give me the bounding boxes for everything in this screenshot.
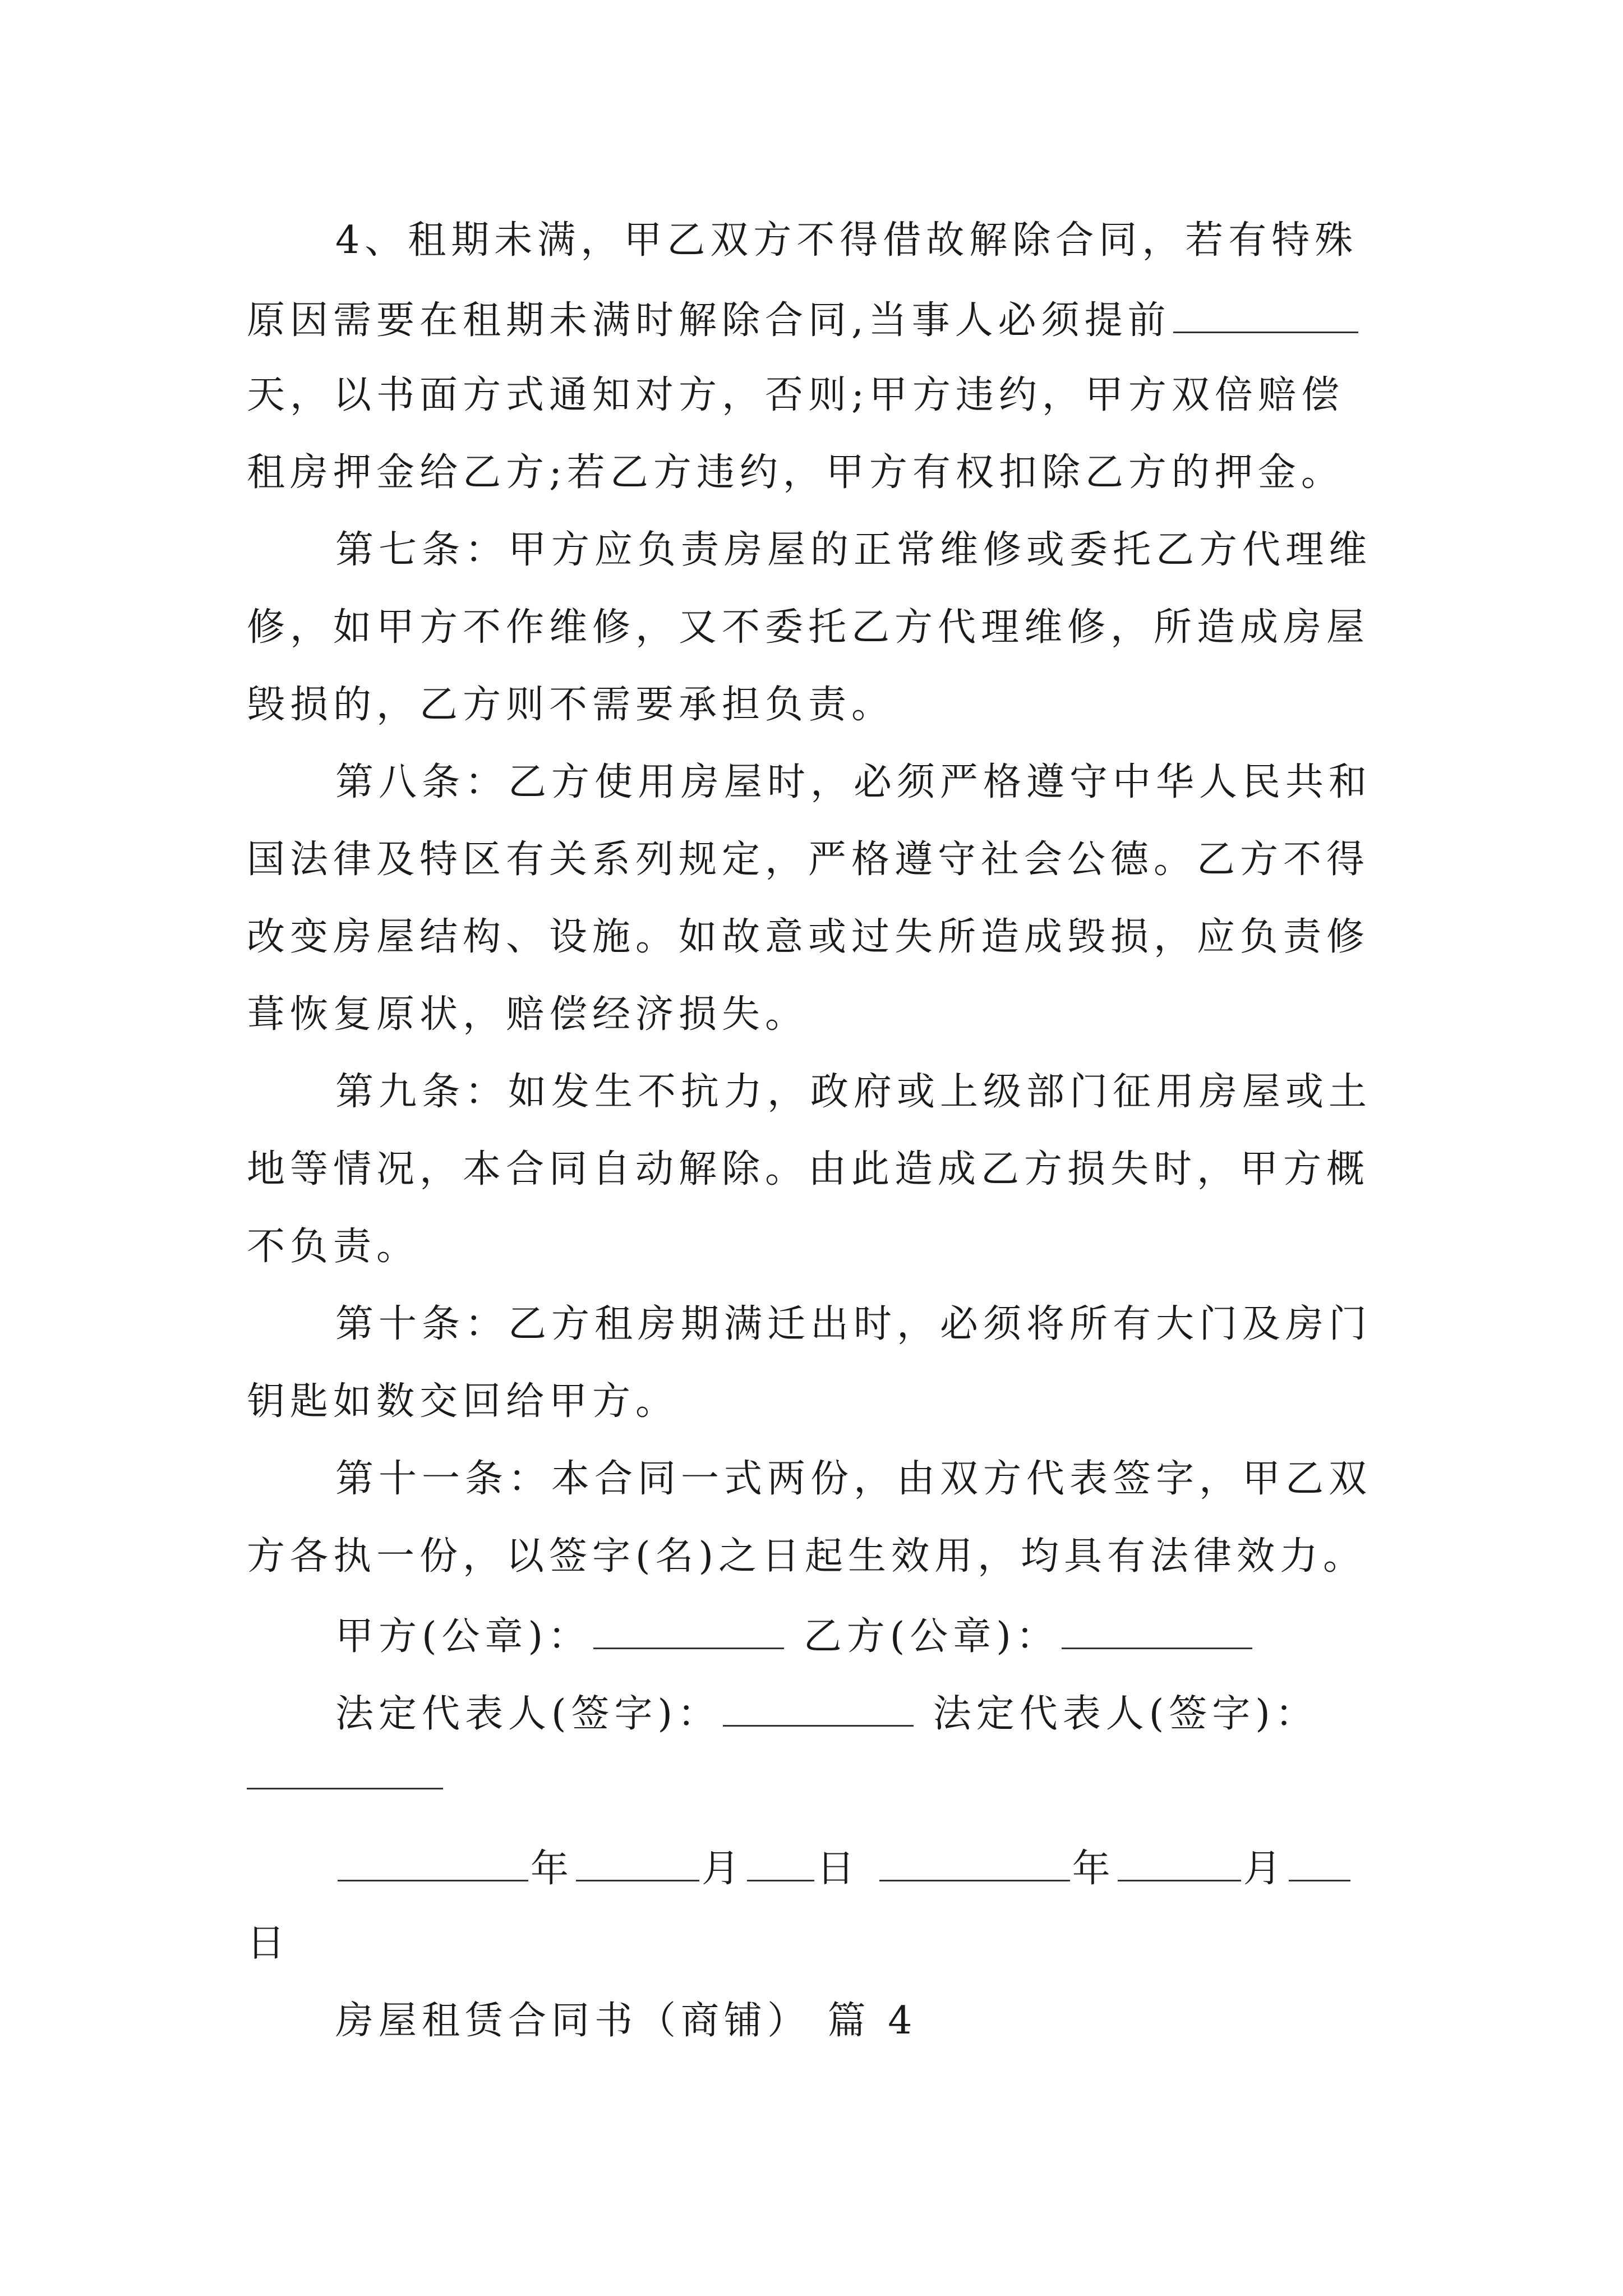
day-label-b: 日 xyxy=(247,1921,291,1966)
next-section-title: 房屋租赁合同书（商铺） 篇 4 xyxy=(335,1999,917,2043)
signature-seal-line xyxy=(335,1614,1255,1659)
rep-b-label: 法定代表人(签字)： xyxy=(933,1692,1318,1736)
rep-a-blank xyxy=(723,1692,914,1727)
party-b-seal-blank xyxy=(1062,1615,1252,1649)
year-label-a: 年 xyxy=(531,1847,574,1891)
text-line: 方各执一份，以签字(名)之日起生效用，均具有法律效力。 xyxy=(247,1534,1367,1579)
text-line: 不负责。 xyxy=(247,1225,420,1269)
party-a-seal-label: 甲方(公章)： xyxy=(335,1614,592,1659)
month-blank-a xyxy=(576,1847,699,1881)
day-blank-a xyxy=(747,1847,814,1881)
month-label-b: 月 xyxy=(1243,1847,1287,1891)
text-line: 毁损的，乙方则不需要承担负责。 xyxy=(247,683,895,727)
day-label-a: 日 xyxy=(817,1847,860,1891)
party-b-seal-label: 乙方(公章)： xyxy=(803,1614,1059,1659)
text-line: 修，如甲方不作维修，又不委托乙方代理维修，所造成房屋 xyxy=(247,605,1370,650)
text-line: 4、租期未满，甲乙双方不得借故解除合同，若有特殊 xyxy=(335,218,1358,263)
text-line: 地等情况，本合同自动解除。由此造成乙方损失时，甲方概 xyxy=(247,1147,1370,1191)
text-line: 葺恢复原状，赔偿经济损失。 xyxy=(247,992,809,1037)
text-line: 租房押金给乙方;若乙方违约，甲方有权扣除乙方的押金。 xyxy=(247,450,1344,495)
month-label-a: 月 xyxy=(702,1847,745,1891)
text-segment: 原因需要在租期未满时解除合同,当事人必须提前 xyxy=(247,298,1171,343)
day-blank-b xyxy=(1289,1847,1350,1881)
year-label-b: 年 xyxy=(1072,1847,1115,1891)
rep-b-blank xyxy=(247,1788,443,1789)
year-blank-a xyxy=(338,1847,528,1881)
text-line xyxy=(247,298,1361,343)
year-blank-b xyxy=(879,1847,1070,1881)
text-line: 第八条：乙方使用房屋时，必须严格遵守中华人民共和 xyxy=(335,760,1372,804)
text-line: 第十一条：本合同一式两份，由双方代表签字，甲乙双 xyxy=(335,1457,1372,1501)
text-line: 改变房屋结构、设施。如故意或过失所造成毁损，应负责修 xyxy=(247,915,1370,959)
text-line: 国法律及特区有关系列规定，严格遵守社会公德。乙方不得 xyxy=(247,838,1370,882)
text-line: 天，以书面方式通知对方，否则;甲方违约，甲方双倍赔偿 xyxy=(247,373,1344,417)
text-line: 第九条：如发生不抗力，政府或上级部门征用房屋或土 xyxy=(335,1070,1372,1114)
date-line xyxy=(335,1847,1353,1891)
rep-a-label: 法定代表人(签字)： xyxy=(335,1692,721,1736)
signature-rep-line xyxy=(335,1692,1318,1736)
month-blank-b xyxy=(1118,1847,1241,1881)
text-line: 第七条：甲方应负责房屋的正常维修或委托乙方代理维 xyxy=(335,528,1372,572)
text-line: 钥匙如数交回给甲方。 xyxy=(247,1379,679,1424)
text-line: 第十条：乙方租房期满迁出时，必须将所有大门及房门 xyxy=(335,1302,1372,1346)
party-a-seal-blank xyxy=(593,1615,784,1649)
fill-blank-days xyxy=(1173,299,1358,333)
